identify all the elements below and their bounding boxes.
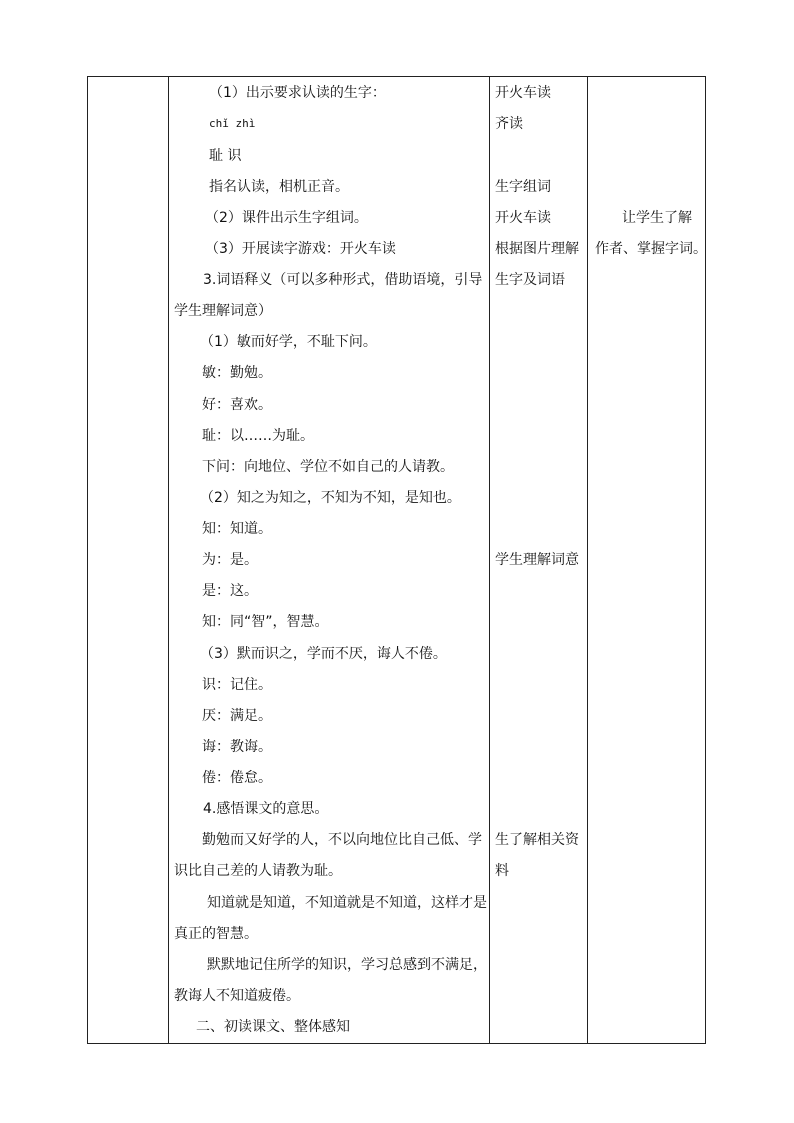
process-line: 诲：教诲。: [202, 739, 272, 755]
design-intent-line: 让学生了解: [622, 210, 692, 226]
process-line: （1）敏而好学，不耻下问。: [200, 334, 377, 350]
process-line: （3）开展读字游戏：开火车读: [205, 241, 396, 257]
process-line: 为：是。: [202, 552, 258, 568]
process-line: 默默地记住所学的知识，学习总感到不满足，: [207, 957, 487, 973]
process-line: 知：同“智”，智慧。: [202, 614, 329, 630]
process-line: 厌：满足。: [202, 708, 272, 724]
process-line: 识：记住。: [202, 677, 272, 693]
process-line: 耻：以……为耻。: [202, 428, 314, 444]
process-line: 下问：向地位、学位不如自己的人请教。: [202, 459, 454, 475]
column-divider: [168, 77, 169, 1043]
process-line: 学生理解词意）: [174, 303, 272, 319]
design-intent-line: 作者、掌握字词。: [595, 241, 707, 257]
process-line: 知道就是知道，不知道就是不知道，这样才是: [207, 895, 487, 911]
process-line: 知：知道。: [202, 521, 272, 537]
process-line: 勤勉而又好学的人，不以向地位比自己低、学: [202, 832, 482, 848]
student-activity-line: 开火车读: [495, 85, 551, 101]
process-line: 3.词语释义（可以多种形式，借助语境，引导: [203, 272, 483, 288]
column-divider: [489, 77, 490, 1043]
pinyin-line: chǐ zhì: [209, 117, 256, 130]
process-line: 真正的智慧。: [174, 926, 258, 942]
process-line: （3）默而识之，学而不厌，诲人不倦。: [200, 646, 447, 662]
process-line: （1）出示要求认读的生字：: [209, 85, 386, 101]
process-line: 敏：勤勉。: [202, 365, 272, 381]
process-line: 倦：倦怠。: [202, 770, 272, 786]
column-divider: [587, 77, 588, 1043]
student-activity-line: 生字组词: [495, 179, 551, 195]
process-line: （2）课件出示生字组词。: [205, 210, 368, 226]
student-activity-line: 根据图片理解: [495, 241, 579, 257]
student-activity-line: 生了解相关资: [495, 832, 579, 848]
process-line: 指名认读，相机正音。: [209, 179, 349, 195]
process-line: 教诲人不知道疲倦。: [174, 988, 300, 1004]
process-line: 好：喜欢。: [202, 397, 272, 413]
student-activity-line: 学生理解词意: [495, 552, 579, 568]
process-line: 识比自己差的人请教为耻。: [174, 863, 342, 879]
process-line: 耻 识: [209, 148, 242, 164]
process-line: 是：这。: [202, 583, 258, 599]
process-line: （2）知之为知之，不知为不知，是知也。: [200, 490, 461, 506]
process-line: 4.感悟课文的意思。: [203, 801, 329, 817]
student-activity-line: 齐读: [495, 116, 523, 132]
process-line: 二、初读课文、整体感知: [196, 1019, 350, 1035]
student-activity-line: 料: [495, 863, 509, 879]
student-activity-line: 开火车读: [495, 210, 551, 226]
student-activity-line: 生字及词语: [495, 272, 565, 288]
